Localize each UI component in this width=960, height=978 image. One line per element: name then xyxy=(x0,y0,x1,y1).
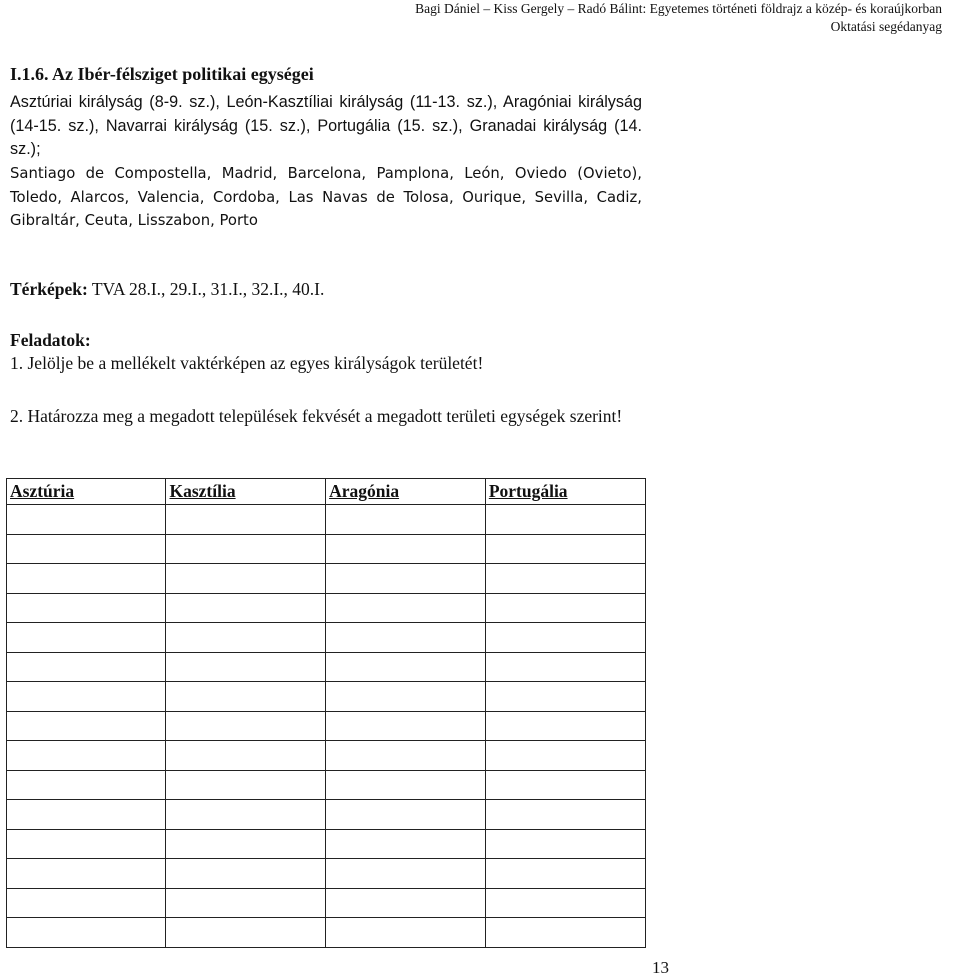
table-cell[interactable] xyxy=(326,682,486,712)
table-cell[interactable] xyxy=(166,741,326,771)
table-cell[interactable] xyxy=(326,918,486,948)
header-subtitle: Oktatási segédanyag xyxy=(830,19,942,34)
table-cell[interactable] xyxy=(7,888,166,918)
table-cell[interactable] xyxy=(7,711,166,741)
col-header-portugal: Portugália xyxy=(485,479,645,505)
table-header-row xyxy=(7,479,646,505)
table-row xyxy=(7,564,646,594)
table-row xyxy=(7,534,646,564)
table-row xyxy=(7,711,646,741)
table-cell[interactable] xyxy=(166,888,326,918)
table-cell[interactable] xyxy=(326,770,486,800)
table-cell[interactable] xyxy=(326,859,486,889)
table-cell[interactable] xyxy=(485,829,645,859)
table-cell[interactable] xyxy=(7,859,166,889)
task-1: 1. Jelölje be a mellékelt vaktérképen az egyes királyságok területét! xyxy=(10,353,484,373)
table-cell[interactable] xyxy=(7,682,166,712)
table-cell[interactable] xyxy=(7,505,166,535)
table-row xyxy=(7,682,646,712)
table-row xyxy=(7,505,646,535)
table-cell[interactable] xyxy=(485,623,645,653)
col-header-aragon: Aragónia xyxy=(326,479,486,505)
tasks-title: Feladatok: xyxy=(10,330,91,350)
maps-label: Térképek: xyxy=(10,279,88,299)
table-cell[interactable] xyxy=(166,505,326,535)
answer-table xyxy=(6,478,646,948)
maps-value: TVA 28.I., 29.I., 31.I., 32.I., 40.I. xyxy=(91,279,325,299)
table-row xyxy=(7,829,646,859)
col-header-castile: Kasztília xyxy=(166,479,326,505)
col-header-asturia: Asztúria xyxy=(7,479,166,505)
table-cell[interactable] xyxy=(485,770,645,800)
table-cell[interactable] xyxy=(7,770,166,800)
table-row xyxy=(7,770,646,800)
table-cell[interactable] xyxy=(7,593,166,623)
table-cell[interactable] xyxy=(166,534,326,564)
table-cell[interactable] xyxy=(166,918,326,948)
table-cell[interactable] xyxy=(166,800,326,830)
table-cell[interactable] xyxy=(166,652,326,682)
table-cell[interactable] xyxy=(326,888,486,918)
table-cell[interactable] xyxy=(485,918,645,948)
table-cell[interactable] xyxy=(7,623,166,653)
table-cell[interactable] xyxy=(326,711,486,741)
table-cell[interactable] xyxy=(326,741,486,771)
table-cell[interactable] xyxy=(485,711,645,741)
table-cell[interactable] xyxy=(326,829,486,859)
table-cell[interactable] xyxy=(326,623,486,653)
table-cell[interactable] xyxy=(166,564,326,594)
table-cell[interactable] xyxy=(326,564,486,594)
kingdoms-paragraph: Asztúriai királyság (8-9. sz.), León-Kasztíliai királyság (11-13. sz.), Aragóniai királyság (14-15. sz.), Navarrai királyság (15. sz.), Portugália (15. sz.), Granadai királyság (14. sz.); xyxy=(10,93,642,158)
table-cell[interactable] xyxy=(7,652,166,682)
table-cell[interactable] xyxy=(485,534,645,564)
table-row xyxy=(7,623,646,653)
table-cell[interactable] xyxy=(166,593,326,623)
section-title: I.1.6. Az Ibér-félsziget politikai egységei xyxy=(10,64,314,84)
table-cell[interactable] xyxy=(166,711,326,741)
maps-line xyxy=(10,279,324,300)
table-row xyxy=(7,918,646,948)
table-cell[interactable] xyxy=(485,652,645,682)
table-cell[interactable] xyxy=(7,564,166,594)
table-cell[interactable] xyxy=(326,505,486,535)
table-cell[interactable] xyxy=(7,534,166,564)
table-row xyxy=(7,741,646,771)
page-number: 13 xyxy=(652,958,669,977)
page-header xyxy=(415,0,942,36)
table-cell[interactable] xyxy=(485,800,645,830)
table-cell[interactable] xyxy=(166,623,326,653)
table-cell[interactable] xyxy=(485,888,645,918)
table-cell[interactable] xyxy=(7,800,166,830)
table-row xyxy=(7,859,646,889)
table-cell[interactable] xyxy=(166,770,326,800)
table-cell[interactable] xyxy=(326,593,486,623)
table-cell[interactable] xyxy=(166,682,326,712)
table-cell[interactable] xyxy=(166,829,326,859)
task-2: 2. Határozza meg a megadott települések fekvését a megadott területi egységek szerint! xyxy=(10,406,623,426)
table-row xyxy=(7,888,646,918)
table-cell[interactable] xyxy=(166,859,326,889)
table-cell[interactable] xyxy=(7,829,166,859)
places-paragraph: Santiago de Compostella, Madrid, Barcelona, Pamplona, León, Oviedo (Ovieto), Toledo, Alarcos, Valencia, Cordoba, Las Navas de Tolosa, Ourique, Sevilla, Cadiz, Gibraltár, Ceuta, Lisszabon, Porto xyxy=(10,165,642,229)
table-cell[interactable] xyxy=(485,505,645,535)
table-cell[interactable] xyxy=(7,918,166,948)
table-cell[interactable] xyxy=(326,652,486,682)
table-cell[interactable] xyxy=(7,741,166,771)
table-cell[interactable] xyxy=(326,534,486,564)
header-authors: Bagi Dániel – Kiss Gergely – Radó Bálint: Egyetemes történeti földrajz a közép- és koraújkorban xyxy=(415,1,942,16)
table-cell[interactable] xyxy=(485,741,645,771)
table-row xyxy=(7,652,646,682)
table-row xyxy=(7,593,646,623)
table-cell[interactable] xyxy=(485,564,645,594)
table-cell[interactable] xyxy=(485,593,645,623)
table-cell[interactable] xyxy=(485,859,645,889)
table-cell[interactable] xyxy=(485,682,645,712)
table-row xyxy=(7,800,646,830)
table-cell[interactable] xyxy=(326,800,486,830)
